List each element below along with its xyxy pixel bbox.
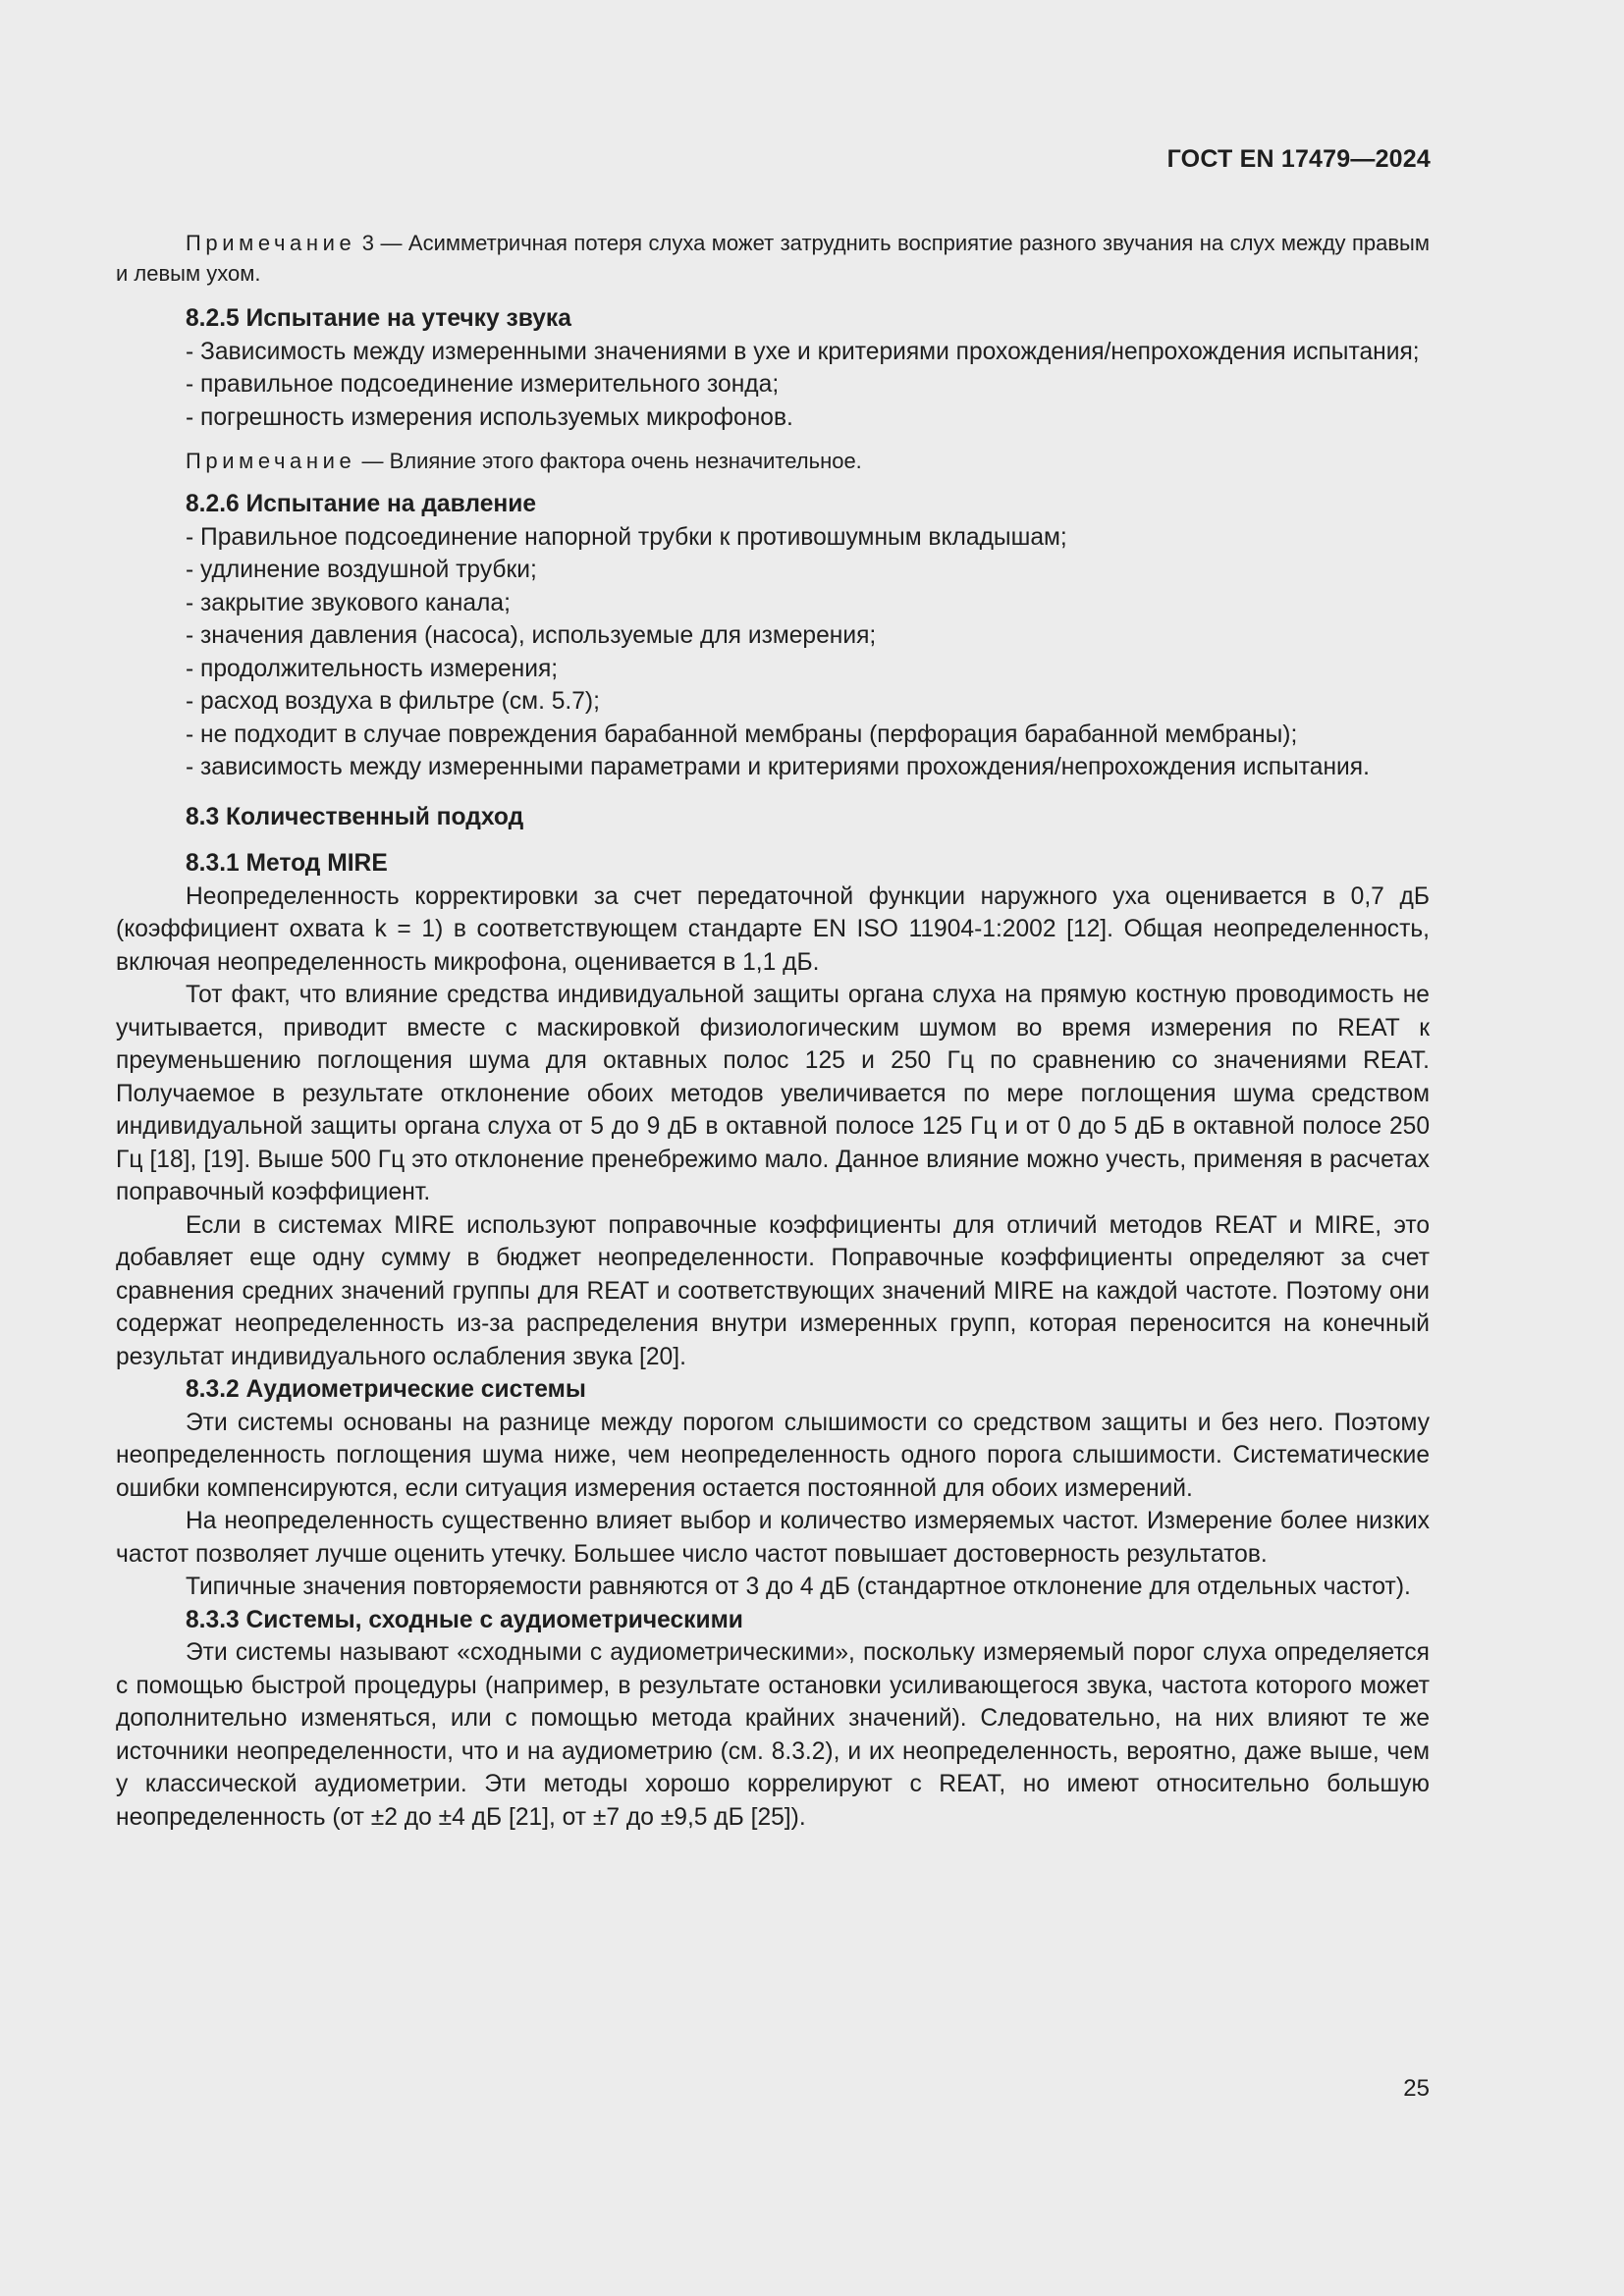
list-item: - погрешность измерения используемых микрофонов. [186,403,793,431]
section-heading-8-3-3: 8.3.3 Системы, сходные с аудиометрическими [186,1606,743,1633]
section-heading-8-2-5: 8.2.5 Испытание на утечку звука [186,305,571,332]
paragraph: Эти системы называют «сходными с аудиометрическими», поскольку измеряемый порог слуха определяется с помощью быстрой процедуры (например, в результате остановки усиливающегося звука, частота которого может дополнительно изменяться, или с помощью метода крайних значений). Следовательно, на них влияют те же источники неопределенности, что и на аудиометрию (см. 8.3.2), и их неопределенность, вероятно, даже выше, чем у классической аудиометрии. Эти методы хорошо коррелируют с REAT, но имеют относительно большую неопределенность (от ±2 до ±4 дБ [21], от ±7 до ±9,5 дБ [25]). [116,1639,1430,1831]
note-3 [116,228,1430,289]
list-item: - значения давления (насоса), используемые для измерения; [186,622,877,649]
list-item: - не подходит в случае повреждения барабанной мембраны (перфорация барабанной мембраны); [186,721,1298,748]
document-body [116,224,1430,1834]
paragraph: Неопределенность корректировки за счет передаточной функции наружного уха оценивается в 0,7 дБ (коэффициент охвата k = 1) в соответствующем стандарте EN ISO 11904-1:2002 [12]. Общая неопределенность, включая неопределенность микрофона, оценивается в 1,1 дБ. [116,882,1430,976]
list-item: - Правильное подсоединение напорной трубки к противошумным вкладышам; [186,523,1067,551]
note-text: 3 — Асимметричная потеря слуха может затруднить восприятие разного звучания на слух между правым и левым ухом. [116,231,1430,286]
note-label: Примечание [186,449,356,473]
list-item: - закрытие звукового канала; [186,589,511,616]
page-number: 25 [1403,2075,1430,2102]
note-label: Примечание [186,231,356,255]
list-item: - Зависимость между измеренными значениями в ухе и критериями прохождения/непрохождения испытания; [186,338,1420,365]
paragraph: На неопределенность существенно влияет выбор и количество измеряемых частот. Измерение более низких частот позволяет лучше оценить утечку. Большее число частот повышает достоверность результатов. [116,1508,1430,1568]
section-heading-8-3-1: 8.3.1 Метод MIRE [186,850,388,877]
paragraph: Если в системах MIRE используют поправочные коэффициенты для отличий методов REAT и MIRE, это добавляет еще одну сумму в бюджет неопределенности. Поправочные коэффициенты определяют за счет сравнения средних значений группы для REAT и соответствующих значений MIRE на каждой частоте. Поэтому они содержат неопределенность из-за распределения внутри измеренных групп, которая переносится на конечный результат индивидуального ослабления звука [20]. [116,1211,1430,1370]
section-heading-8-3: 8.3 Количественный подход [186,803,524,830]
list-item: - продолжительность измерения; [186,655,559,682]
document-code-header: ГОСТ EN 17479—2024 [1166,145,1431,173]
paragraph: Эти системы основаны на разнице между порогом слышимости со средством защиты и без него. Поэтому неопределенность поглощения шума ниже, чем неопределенность одного порога слышимости. Систематические ошибки компенсируются, если ситуация измерения остается постоянной для обоих измерений. [116,1409,1430,1502]
list-item: - правильное подсоединение измерительного зонда; [186,371,780,398]
section-heading-8-2-6: 8.2.6 Испытание на давление [186,491,537,517]
paragraph: Типичные значения повторяемости равняются от 3 до 4 дБ (стандартное отклонение для отдельных частот). [186,1574,1411,1600]
note-text: — Влияние этого фактора очень незначительное. [355,449,862,473]
note-leak [116,446,1430,476]
section-heading-8-3-2: 8.3.2 Аудиометрические системы [186,1376,586,1403]
list-item: - расход воздуха в фильтре (см. 5.7); [186,688,600,715]
list-item: - зависимость между измеренными параметрами и критериями прохождения/непрохождения испытания. [186,754,1370,780]
list-item: - удлинение воздушной трубки; [186,557,537,583]
paragraph: Тот факт, что влияние средства индивидуальной защиты органа слуха на прямую костную проводимость не учитывается, приводит вместе с маскировкой физиологическим шумом во время измерения по REAT к преуменьшению поглощения шума для октавных полос 125 и 250 Гц по сравнению со значениями REAT. Получаемое в результате отклонение обоих методов увеличивается по мере поглощения шума средством индивидуальной защиты органа слуха от 5 до 9 дБ в октавной полосе 125 Гц и от 0 до 5 дБ в октавной полосе 250 Гц [18], [19]. Выше 500 Гц это отклонение пренебрежимо мало. Данное влияние можно учесть, применяя в расчетах поправочный коэффициент. [116,982,1430,1205]
